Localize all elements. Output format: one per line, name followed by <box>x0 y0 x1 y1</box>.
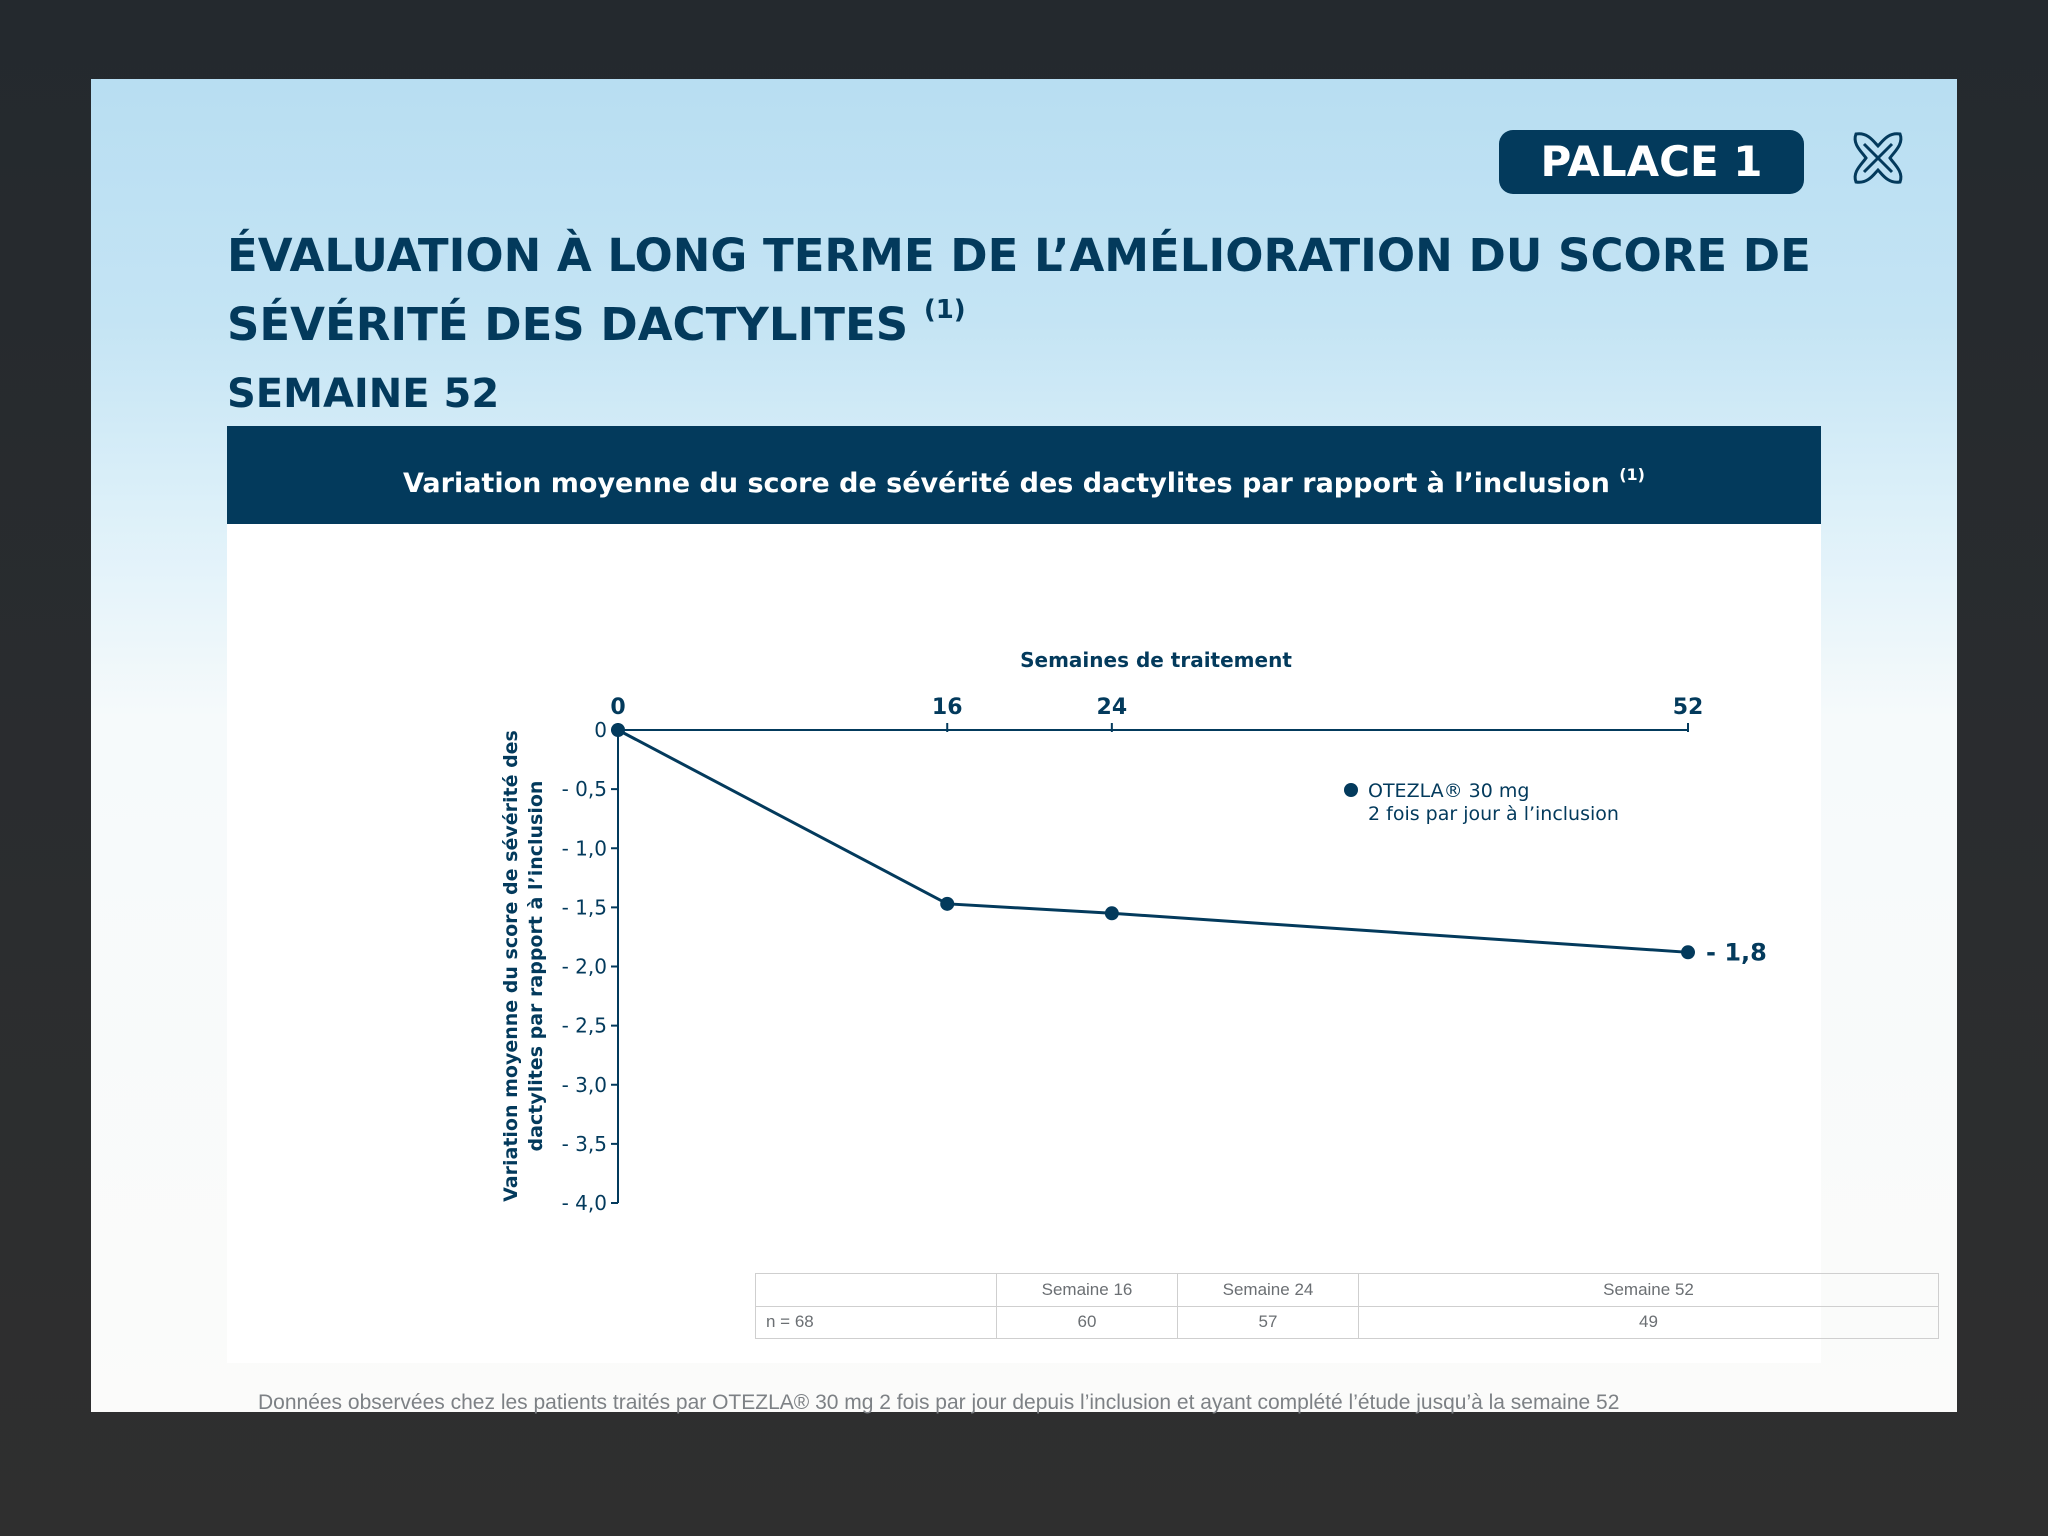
footnote: Données observées chez les patients traités par OTEZLA® 30 mg 2 fois par jour depuis l’inclusion et ayant complété l’étude jusqu’à la semaine 52 <box>258 1391 1620 1414</box>
y-tick-label: 0 <box>594 718 607 742</box>
patients-table <box>755 1273 1939 1339</box>
x-tick-label: 16 <box>931 695 963 720</box>
y-tick-label: - 1,5 <box>561 895 607 920</box>
page-title-text: ÉVALUATION À LONG TERME DE L’AMÉLIORATION DU SCORE DE SÉVÉRITÉ DES DACTYLITES <box>227 229 1811 351</box>
data-point <box>940 897 954 911</box>
data-point <box>1681 945 1695 959</box>
legend-label: OTEZLA® 30 mg <box>1368 780 1530 802</box>
x-tick-label: 0 <box>610 695 626 720</box>
y-tick-label: - 3,5 <box>561 1131 607 1156</box>
series-line <box>618 730 1688 952</box>
table-header-row <box>756 1274 1939 1307</box>
chart-card <box>227 426 1821 1363</box>
x-tick-label: 24 <box>1096 695 1128 720</box>
table-cell: n = 68 <box>756 1306 997 1339</box>
y-tick-label: - 1,0 <box>561 836 607 861</box>
y-axis-title-line: Variation moyenne du score de sévérité des <box>500 730 522 1202</box>
y-tick-label: - 4,0 <box>561 1191 607 1215</box>
table-cell: 49 <box>1359 1306 1939 1339</box>
chart-card-header-ref: (1) <box>1619 465 1645 484</box>
table-header-cell: Semaine 52 <box>1359 1274 1939 1307</box>
table-cell: 60 <box>997 1306 1178 1339</box>
y-tick-label: - 2,0 <box>561 954 607 979</box>
data-point <box>1105 906 1119 920</box>
title-reference: (1) <box>923 295 966 325</box>
y-tick-label: - 2,5 <box>561 1013 607 1038</box>
table-header-cell: Semaine 24 <box>1178 1274 1359 1307</box>
table-header-cell <box>756 1274 997 1307</box>
x-tick-label: 52 <box>1672 695 1704 720</box>
close-icon[interactable] <box>1848 128 1908 188</box>
page-title <box>227 229 1877 352</box>
table-row <box>756 1306 1939 1339</box>
data-label: - 1,8 <box>1706 938 1767 967</box>
section-subtitle: SEMAINE 52 <box>227 371 500 417</box>
chart-card-header-text: Variation moyenne du score de sévérité des dactylites par rapport à l’inclusion <box>403 468 1610 499</box>
line-chart <box>227 426 1821 1266</box>
table-header-cell: Semaine 16 <box>997 1274 1178 1307</box>
y-tick-label: - 3,0 <box>561 1072 607 1097</box>
study-badge: PALACE 1 <box>1499 130 1804 194</box>
y-axis-title-line: dactylites par rapport à l’inclusion <box>525 780 547 1152</box>
y-tick-label: - 0,5 <box>561 777 607 802</box>
y-axis-title <box>500 730 547 1202</box>
x-axis-title: Semaines de traitement <box>1020 648 1292 672</box>
data-point <box>611 723 625 737</box>
table-cell: 57 <box>1178 1306 1359 1339</box>
slide-panel <box>91 79 1957 1412</box>
legend-label: 2 fois par jour à l’inclusion <box>1368 803 1619 825</box>
legend-marker <box>1344 783 1358 797</box>
